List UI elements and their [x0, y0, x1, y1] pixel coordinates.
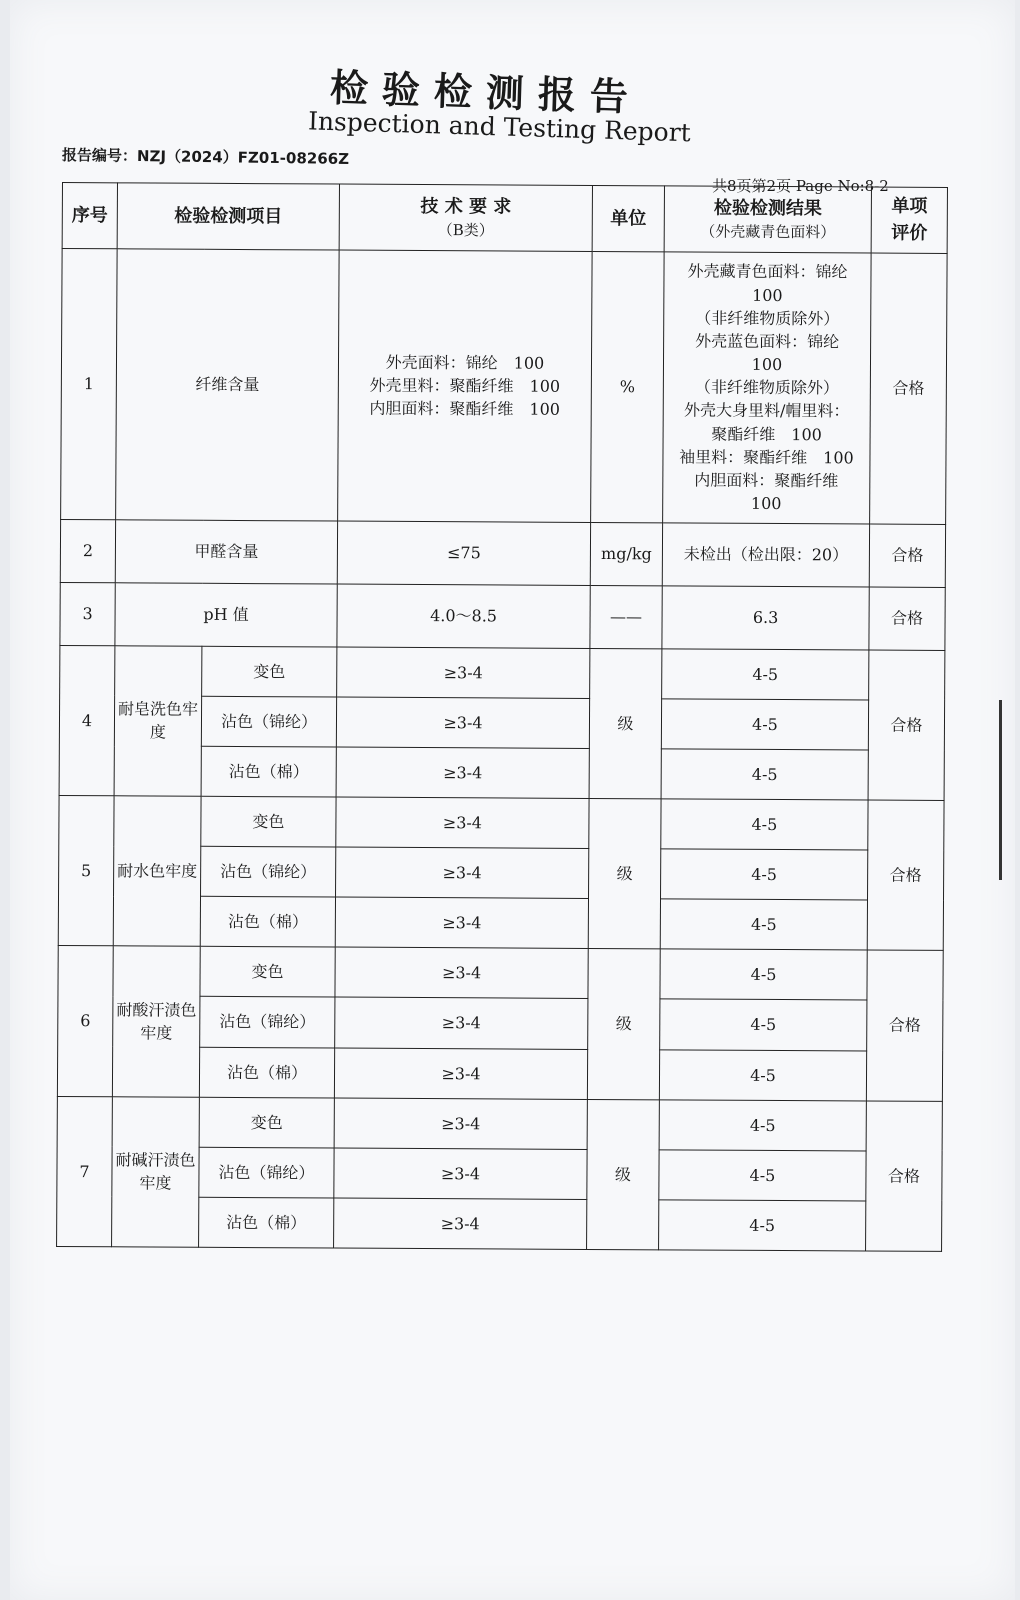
sub-result: 4-5 [661, 749, 868, 800]
sub-requirement: ≥3-4 [335, 998, 588, 1050]
row-no: 6 [57, 946, 113, 1097]
row-no: 4 [59, 645, 115, 796]
row-unit: 级 [589, 648, 662, 799]
row-requirement: 4.0～8.5 [337, 584, 590, 649]
sub-item: 沾色（锦纶） [201, 696, 336, 747]
row-no: 1 [61, 249, 118, 520]
result-line: 100 [752, 285, 783, 305]
binding-edge-mark [999, 700, 1014, 880]
row-evaluation: 合格 [870, 253, 948, 524]
sub-result: 4-5 [659, 1200, 866, 1251]
sub-item: 沾色（锦纶） [199, 1147, 334, 1198]
sub-requirement: ≥3-4 [334, 1198, 587, 1250]
req-line: 外壳面料：锦纶 100 [385, 352, 545, 373]
row-item: 耐皂洗色牢度 [114, 646, 202, 797]
page-info: 共8页第2页 Page No:8-2 [712, 177, 889, 195]
row-no: 5 [58, 796, 114, 947]
sub-result: 4-5 [659, 1049, 866, 1100]
row-item: 纤维含量 [116, 249, 340, 521]
sub-requirement: ≥3-4 [334, 1098, 587, 1150]
sub-item: 沾色（棉） [201, 746, 336, 797]
sub-item: 沾色（棉） [199, 1197, 334, 1248]
row-evaluation: 合格 [869, 524, 945, 588]
sub-requirement: ≥3-4 [335, 897, 588, 949]
report-title-en: Inspection and Testing Report [307, 106, 692, 148]
header-eval-2: 评价 [891, 222, 928, 244]
result-line: 外壳蓝色面料：锦纶 [695, 331, 840, 352]
row-requirement: ≤75 [337, 521, 590, 586]
row-result: 6.3 [662, 586, 869, 650]
report-sheet [10, 0, 1015, 1600]
sub-result: 4-5 [662, 649, 869, 700]
result-line: 外壳藏青色面料：锦纶 [687, 261, 848, 282]
table-header-row [62, 183, 947, 254]
sub-requirement: ≥3-4 [334, 1048, 587, 1100]
sub-requirement: ≥3-4 [337, 647, 590, 699]
result-line: 100 [751, 354, 783, 375]
row-evaluation: 合格 [869, 587, 945, 651]
header-unit: 单位 [592, 185, 664, 252]
result-line: （非纤维物质除外） [694, 377, 839, 398]
result-line: 袖里料：聚酯纤维 100 [679, 447, 854, 468]
sub-item: 变色 [199, 1097, 334, 1148]
header-evaluation [871, 187, 947, 254]
header-result [664, 186, 871, 253]
req-line: 内胆面料：聚酯纤维 100 [369, 399, 561, 420]
row-item: 耐水色牢度 [113, 796, 201, 947]
header-result-sub: （外壳藏青色面料） [700, 222, 836, 242]
req-line: 外壳里料：聚酯纤维 100 [369, 375, 561, 397]
row-no: 7 [57, 1096, 113, 1247]
report-title-cn: 检验检测报告 [329, 65, 643, 120]
sub-item: 沾色（锦纶） [200, 997, 335, 1048]
sub-requirement: ≥3-4 [334, 1148, 587, 1200]
table-row [60, 582, 945, 650]
row-result: 未检出（检出限：20） [662, 522, 869, 586]
sub-item: 沾色（棉） [200, 897, 335, 948]
sub-result: 4-5 [660, 949, 867, 1000]
sub-requirement: ≥3-4 [336, 847, 589, 899]
sub-item: 变色 [201, 796, 336, 847]
header-req-sub: （B类） [437, 220, 494, 240]
sub-item: 变色 [202, 646, 337, 697]
table-row [60, 519, 945, 587]
table-row [58, 946, 943, 1001]
row-unit: % [591, 252, 665, 523]
row-item: pH 值 [115, 583, 337, 647]
header-req-label: 技 术 要 求 [420, 195, 512, 218]
report-number: 报告编号：NZJ（2024）FZ01-08266Z [61, 145, 350, 169]
row-unit: 级 [588, 799, 661, 950]
result-line: 聚酯纤维 100 [711, 424, 822, 444]
row-item: 耐碱汗渍色牢度 [112, 1096, 200, 1247]
sub-result: 4-5 [661, 849, 868, 900]
header-eval-1: 单项 [891, 196, 928, 218]
result-line: （非纤维物质除外） [695, 308, 840, 329]
sub-requirement: ≥3-4 [336, 747, 589, 799]
result-line: 内胆面料：聚酯纤维 [694, 470, 839, 491]
sub-item: 沾色（锦纶） [201, 846, 336, 897]
sub-result: 4-5 [659, 1100, 866, 1151]
sub-requirement: ≥3-4 [336, 797, 589, 849]
table-row [57, 1096, 942, 1151]
sub-result: 4-5 [660, 899, 867, 950]
row-unit: —— [590, 585, 662, 649]
row-evaluation: 合格 [866, 950, 943, 1101]
result-line: 100 [750, 494, 782, 514]
sub-result: 4-5 [661, 699, 868, 750]
row-item: 耐酸汗渍色牢度 [112, 946, 200, 1097]
row-evaluation: 合格 [867, 800, 944, 951]
table-row [60, 645, 945, 700]
row-item: 甲醛含量 [115, 519, 337, 583]
row-unit: 级 [587, 1099, 660, 1250]
sub-result: 4-5 [659, 1150, 866, 1201]
sub-item: 沾色（棉） [199, 1047, 334, 1098]
header-result-label: 检验检测结果 [713, 197, 822, 219]
table-row [59, 796, 944, 851]
table-row [61, 249, 947, 524]
result-line: 外壳大身里料/帽里料： [683, 400, 850, 421]
row-evaluation: 合格 [866, 1101, 943, 1252]
sub-result: 4-5 [660, 999, 867, 1050]
header-no: 序号 [62, 183, 117, 249]
row-evaluation: 合格 [868, 650, 945, 801]
row-unit: 级 [587, 949, 660, 1100]
header-item: 检验检测项目 [117, 183, 339, 250]
row-result [663, 252, 872, 524]
sub-result: 4-5 [661, 799, 868, 850]
results-table [56, 182, 948, 1252]
row-no: 3 [60, 582, 115, 645]
sub-requirement: ≥3-4 [335, 947, 588, 999]
row-no: 2 [60, 519, 115, 582]
header-requirement [339, 184, 592, 252]
sub-requirement: ≥3-4 [336, 697, 589, 749]
row-unit: mg/kg [590, 522, 662, 586]
sub-item: 变色 [200, 947, 335, 998]
row-requirement [338, 250, 593, 522]
results-table-wrap [56, 182, 947, 1252]
